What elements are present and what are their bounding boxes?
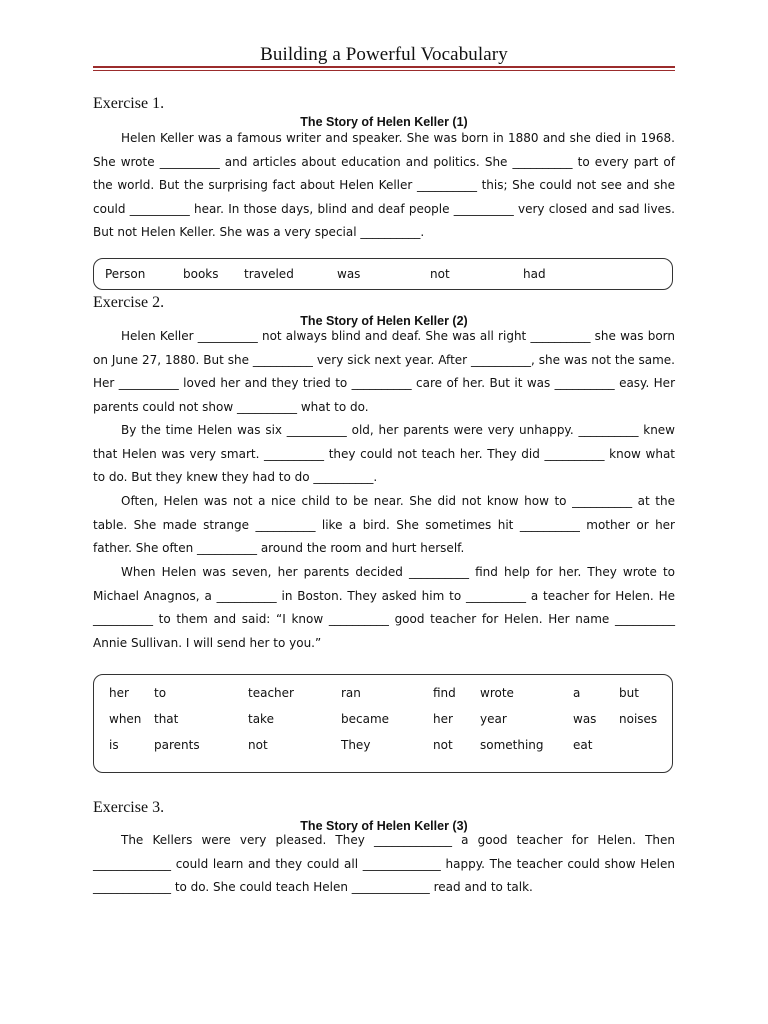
word-bank-item: traveled (244, 267, 294, 281)
word-bank-item: ran (341, 686, 361, 700)
word-bank-item: something (480, 738, 544, 752)
word-bank-item: but (619, 686, 639, 700)
word-bank-item: not (248, 738, 268, 752)
word-bank-item: books (183, 267, 219, 281)
word-bank-item: to (154, 686, 167, 700)
word-bank-item: had (523, 267, 546, 281)
word-bank-item: became (341, 712, 390, 726)
word-bank-item: noises (619, 712, 658, 726)
exercise-3-paragraph-1: The Kellers were very pleased. They _____________ a good teacher for Helen. Then _____________ could learn and they could all _____________ happy. The teacher could show Helen _____________ to do. She could teach Helen _____________ read and to talk. (93, 833, 675, 895)
exercise-2-paragraph-4: When Helen was seven, her parents decided __________ find help for her. They wrote to Michael Anagnos, a __________ in Boston. They asked him to __________ a teacher for Helen. He __________ to them and said: “I know __________ good teacher for Helen. Her name __________ Annie Sullivan. I will send her to you.” (93, 565, 675, 650)
word-bank-item: is (109, 738, 119, 752)
word-bank-item: wrote (480, 686, 514, 700)
exercise-2-paragraph-1: Helen Keller __________ not always blind and deaf. She was all right __________ she was born on June 27, 1880. But she __________ very sick next year. After __________, she was not the same. Her __________ loved her and they tried to __________ care of her. But it was __________ easy. Her parents could not show __________ what to do. (93, 329, 675, 414)
word-bank-item: year (480, 712, 507, 726)
exercise-2-word-bank (93, 674, 673, 773)
exercise-2-paragraph-2: By the time Helen was six __________ old, her parents were very unhappy. __________ knew that Helen was very smart. __________ they could not teach her. They did __________ know what to do. But they knew they had to do __________. (93, 423, 675, 485)
exercise-3-heading: Exercise 3. (93, 799, 165, 816)
word-bank-item: take (248, 712, 274, 726)
word-bank-item: her (433, 712, 453, 726)
word-bank-item: find (433, 686, 456, 700)
word-bank-item: parents (154, 738, 200, 752)
title-rule-thin (93, 70, 675, 71)
page-title: Building a Powerful Vocabulary (260, 44, 508, 65)
exercise-2-heading: Exercise 2. (93, 294, 165, 311)
word-bank-item: They (341, 738, 371, 752)
word-bank-item: not (430, 267, 450, 281)
word-bank-item: Person (105, 267, 146, 281)
word-bank-item: that (154, 712, 179, 726)
word-bank-item: her (109, 686, 129, 700)
word-bank-item: teacher (248, 686, 294, 700)
exercise-2-story-title: The Story of Helen Keller (2) (300, 314, 468, 328)
word-bank-item: was (337, 267, 361, 281)
exercise-1-story-title: The Story of Helen Keller (1) (300, 115, 468, 129)
word-bank-item: was (573, 712, 597, 726)
exercise-2-paragraph-3: Often, Helen was not a nice child to be near. She did not know how to __________ at the table. She made strange __________ like a bird. She sometimes hit __________ mother or her father. She often __________ around the room and hurt herself. (93, 494, 675, 556)
exercise-1-paragraph-1: Helen Keller was a famous writer and speaker. She was born in 1880 and she died in 1968. She wrote __________ and articles about education and politics. She __________ to every part of the world. But the surprising fact about Helen Keller __________ this; She could not see and she could __________ hear. In those days, blind and deaf people __________ very closed and sad lives. But not Helen Keller. She was a very special __________. (93, 131, 675, 240)
title-rule-thick (93, 66, 675, 68)
word-bank-item: eat (573, 738, 593, 752)
word-bank-item: a (573, 686, 581, 700)
exercise-1-word-bank (93, 258, 673, 290)
word-bank-item: not (433, 738, 453, 752)
exercise-3-story-title: The Story of Helen Keller (3) (300, 819, 468, 833)
word-bank-item: when (109, 712, 142, 726)
exercise-1-heading: Exercise 1. (93, 95, 165, 112)
